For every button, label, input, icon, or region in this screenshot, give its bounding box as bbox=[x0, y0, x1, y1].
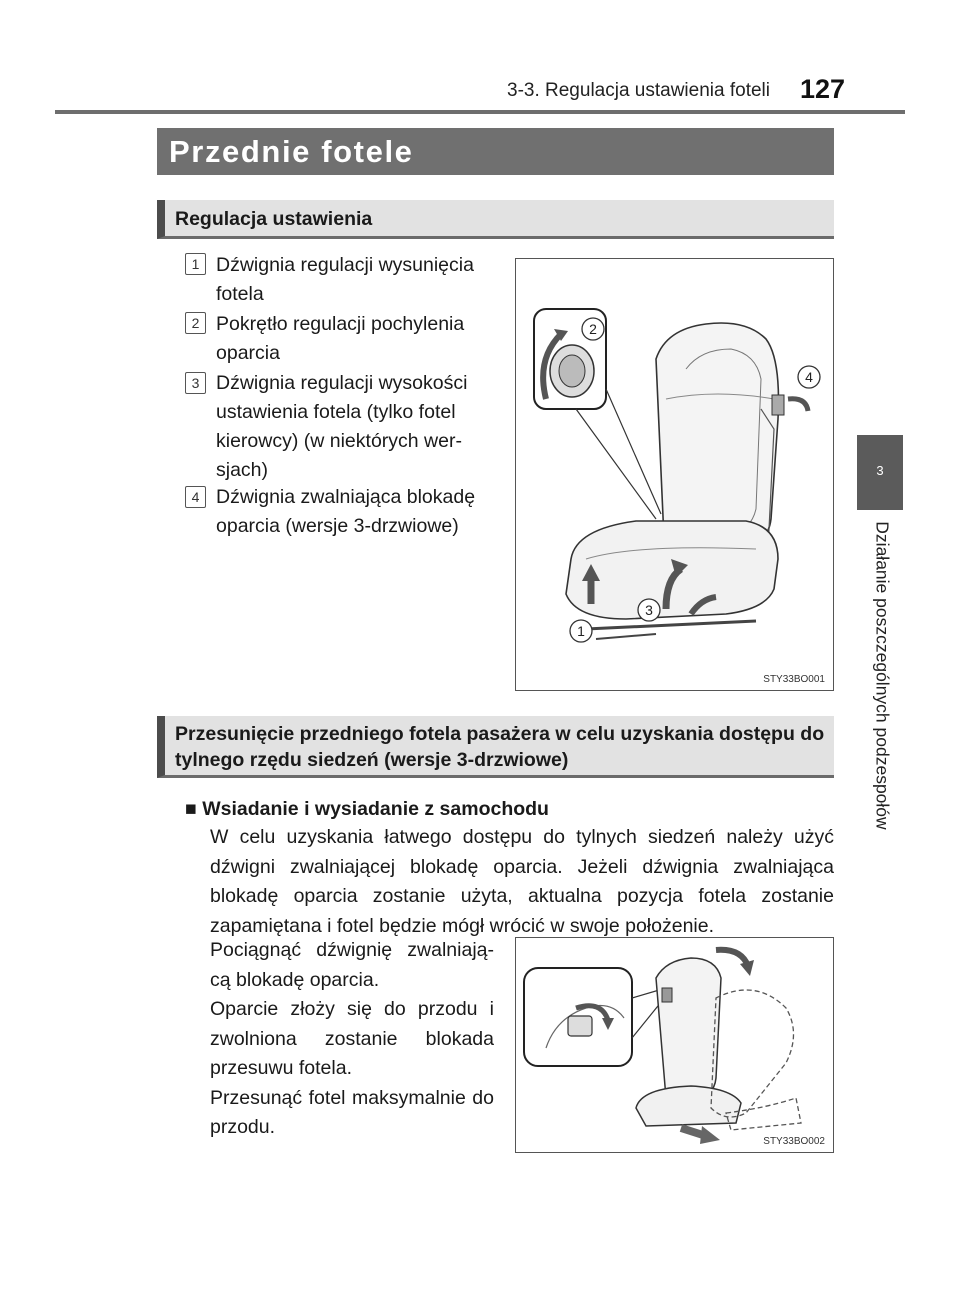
item-number: 3 bbox=[185, 372, 206, 394]
header-section-title: 3-3. Regulacja ustawienia foteli bbox=[507, 80, 770, 101]
section-heading-adjustment bbox=[157, 200, 834, 239]
item-number: 2 bbox=[185, 312, 206, 334]
subheading-marker: ■ bbox=[185, 798, 197, 820]
instruction-step: Oparcie złoży się do przodu i zwolniona zostanie blokada przesuwu fotela. bbox=[210, 998, 494, 1079]
subheading bbox=[185, 798, 549, 821]
section-heading-text: Regulacja ustawienia bbox=[175, 208, 373, 230]
seat-adjustment-figure bbox=[515, 258, 834, 691]
chapter-side-label bbox=[862, 520, 902, 850]
item-text: Dźwignia regulacji wysokości ustawienia fotela (tylko fotel kierowcy) (w niektórych wer- sjach) bbox=[216, 372, 468, 481]
instruction-step: Pociągnąć dźwignię zwalniają- cą blokadę oparcia. bbox=[210, 939, 494, 991]
figure-callout: 3 bbox=[645, 602, 653, 618]
chapter-tab bbox=[857, 435, 903, 510]
figure-callout: 1 bbox=[577, 623, 585, 639]
item-text: Dźwignia regulacji wysunięcia fotela bbox=[216, 254, 474, 305]
section-heading-text: Przesunięcie przedniego fotela pasażera w celu uzyskania dostępu do tylnego rzędu siedzeń (wersje 3-drzwiowe) bbox=[175, 723, 825, 771]
figure-callout: 2 bbox=[589, 321, 597, 337]
item-number: 4 bbox=[185, 486, 206, 508]
subheading-text: Wsiadanie i wysiadanie z samochodu bbox=[202, 798, 549, 820]
seat-fold-illustration bbox=[516, 938, 832, 1151]
seat-fold-figure bbox=[515, 937, 834, 1153]
item-number: 1 bbox=[185, 253, 206, 275]
instruction-step: Przesunąć fotel maksymalnie do przodu. bbox=[210, 1086, 494, 1138]
figure-code: STY33BO001 bbox=[763, 674, 825, 685]
seat-illustration bbox=[516, 259, 832, 689]
figure-code: STY33BO002 bbox=[763, 1136, 825, 1147]
chapter-label: Działanie poszczególnych podzespołów bbox=[872, 521, 893, 830]
section-heading-rear-access bbox=[157, 716, 834, 778]
header-rule bbox=[55, 110, 905, 114]
item-text: Pokrętło regulacji pochylenia oparcia bbox=[216, 313, 465, 364]
chapter-number: 3 bbox=[876, 463, 884, 478]
body-paragraph: W celu uzyskania łatwego dostępu do tylnych siedzeń należy użyć dźwigni zwalniającej blokadę oparcia. Jeżeli dźwignia zwalniająca blokadę oparcia zostanie użyta, aktualna pozycja fotela zostanie zapamiętana i fotel będzie mógł wrócić w swoje położenie. bbox=[210, 826, 834, 937]
page-title-bar bbox=[157, 128, 834, 175]
item-text: Dźwignia zwalniająca blokadę oparcia (wersje 3-drzwiowe) bbox=[216, 486, 476, 537]
figure-callout: 4 bbox=[805, 369, 813, 385]
instruction-steps bbox=[210, 936, 494, 1143]
page-number: 127 bbox=[800, 74, 846, 104]
page-title: Przednie fotele bbox=[169, 134, 414, 169]
